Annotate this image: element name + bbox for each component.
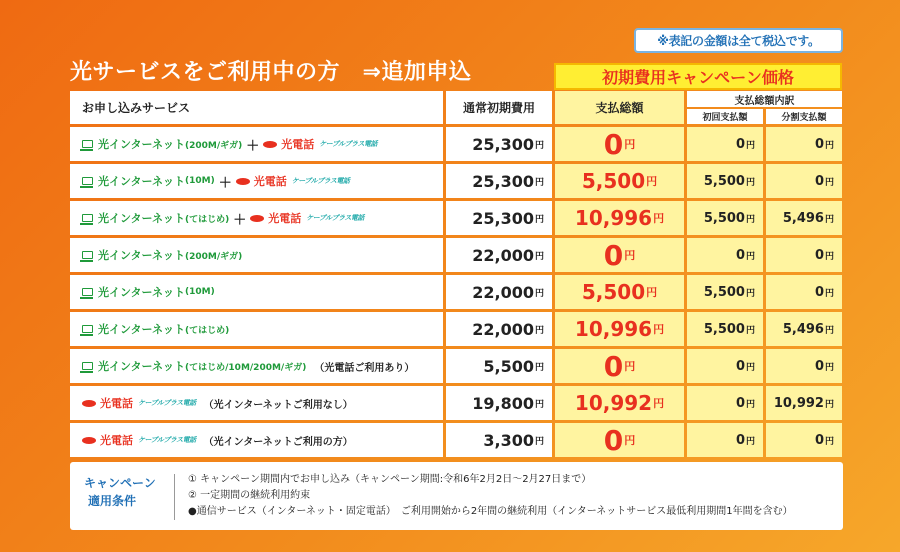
service-cell: [70, 127, 443, 161]
total-value: 5,500: [581, 280, 646, 304]
conditions-label: [84, 474, 164, 510]
total-cell: [555, 275, 684, 309]
first-payment-cell: [687, 127, 763, 161]
first-payment-cell: [687, 201, 763, 235]
yen-unit: 円: [624, 249, 636, 262]
phone-service-name: 光電話: [268, 212, 302, 225]
total-cell: [555, 238, 684, 272]
total-value: 10,992: [574, 391, 653, 415]
yen-unit: 円: [824, 251, 834, 262]
service-cell: [70, 386, 443, 420]
total-value: 5,500: [581, 169, 646, 193]
phone-icon: [82, 437, 96, 444]
first-payment-cell: [687, 312, 763, 346]
split-payment-cell: [766, 312, 842, 346]
total-value: 0: [603, 238, 624, 272]
normal-fee-cell: [446, 423, 552, 457]
normal-fee-value: 25,300: [472, 171, 534, 191]
yen-unit: 円: [534, 177, 544, 188]
conditions-label-line1: キャンペーン: [84, 476, 156, 490]
internet-service-name: 光インターネット: [98, 138, 186, 151]
conditions-lines: [188, 472, 793, 520]
first-payment-value: 5,500: [703, 284, 745, 300]
yen-unit: 円: [824, 325, 834, 336]
split-payment-value: 5,496: [782, 321, 824, 337]
total-cell: [555, 164, 684, 198]
yen-unit: 円: [653, 397, 665, 410]
first-payment-value: 5,500: [703, 321, 745, 337]
total-value: 0: [603, 127, 624, 161]
computer-icon: [82, 362, 93, 370]
first-payment-cell: [687, 238, 763, 272]
total-value: 10,996: [574, 206, 653, 230]
normal-fee-value: 22,000: [472, 282, 534, 302]
split-payment-cell: [766, 127, 842, 161]
split-payment-cell: [766, 238, 842, 272]
total-cell: [555, 349, 684, 383]
phone-icon: [82, 400, 96, 407]
computer-icon: [82, 251, 93, 259]
internet-plan: (10M): [185, 176, 215, 186]
header-total: 支払総額: [555, 91, 684, 124]
campaign-banner: 初期費用キャンペーン価格: [554, 63, 842, 90]
yen-unit: 円: [534, 436, 544, 447]
normal-fee-value: 25,300: [472, 134, 534, 154]
normal-fee-cell: [446, 275, 552, 309]
yen-unit: 円: [745, 251, 755, 262]
normal-fee-value: 19,800: [472, 393, 534, 413]
first-payment-cell: [687, 386, 763, 420]
internet-plan: (てはじめ): [185, 325, 230, 336]
service-cell: [70, 164, 443, 198]
normal-fee-cell: [446, 349, 552, 383]
service-cell: [70, 201, 443, 235]
computer-icon: [82, 140, 93, 148]
total-value: 0: [603, 349, 624, 383]
first-payment-cell: [687, 349, 763, 383]
condition-line-3: ●通信サービス（インターネット・固定電話） ご利用開始から2年間の継続利用（インターネットサービス最低利用期間1年間を含む）: [188, 506, 793, 517]
yen-unit: 円: [624, 138, 636, 151]
split-payment-value: 0: [814, 358, 824, 374]
yen-unit: 円: [824, 362, 834, 373]
cable-plus-label: ケーブルプラス電話: [306, 214, 364, 222]
split-payment-cell: [766, 386, 842, 420]
internet-service-name: 光インターネット: [98, 360, 186, 373]
computer-icon: [82, 288, 93, 296]
normal-fee-cell: [446, 386, 552, 420]
service-note: （光電話ご利用あり）: [314, 362, 415, 374]
normal-fee-value: 25,300: [472, 208, 534, 228]
split-payment-cell: [766, 164, 842, 198]
normal-fee-value: 22,000: [472, 319, 534, 339]
first-payment-value: 0: [735, 395, 745, 411]
first-payment-value: 0: [735, 432, 745, 448]
yen-unit: 円: [534, 251, 544, 262]
service-cell: [70, 423, 443, 457]
internet-plan: (てはじめ/10M/200M/ギガ): [185, 362, 307, 373]
total-cell: [555, 423, 684, 457]
yen-unit: 円: [745, 288, 755, 299]
first-payment-cell: [687, 423, 763, 457]
service-cell: [70, 349, 443, 383]
phone-service-name: 光電話: [281, 138, 315, 151]
yen-unit: 円: [646, 175, 658, 188]
yen-unit: 円: [534, 288, 544, 299]
normal-fee-cell: [446, 312, 552, 346]
header-breakdown: 支払総額内訳: [687, 91, 842, 107]
split-payment-value: 0: [814, 432, 824, 448]
cable-plus-label: ケーブルプラス電話: [138, 399, 196, 407]
first-payment-value: 0: [735, 247, 745, 263]
page-title: 光サービスをご利用中の方 ⇒追加申込: [70, 60, 472, 85]
cable-plus-label: ケーブルプラス電話: [319, 140, 377, 148]
internet-plan: (200M/ギガ): [185, 140, 243, 151]
total-value: 0: [603, 423, 624, 457]
yen-unit: 円: [824, 288, 834, 299]
computer-icon: [82, 177, 93, 185]
split-payment-value: 0: [814, 173, 824, 189]
normal-fee-cell: [446, 127, 552, 161]
yen-unit: 円: [745, 214, 755, 225]
header-first: 初回支払額: [687, 109, 763, 124]
normal-fee-cell: [446, 164, 552, 198]
split-payment-cell: [766, 349, 842, 383]
conditions-label-line2: 適用条件: [88, 494, 137, 508]
yen-unit: 円: [824, 214, 834, 225]
cable-plus-label: ケーブルプラス電話: [291, 177, 350, 185]
plus-sign: ＋: [218, 175, 232, 191]
yen-unit: 円: [534, 140, 544, 151]
phone-service-name: 光電話: [100, 397, 133, 410]
yen-unit: 円: [745, 399, 755, 410]
tax-note: ※表記の金額は全て税込です。: [634, 28, 843, 53]
plus-sign: ＋: [233, 212, 247, 228]
computer-icon: [82, 214, 93, 222]
total-cell: [555, 201, 684, 235]
conditions-divider: [174, 474, 175, 520]
conditions-box: [70, 462, 843, 530]
phone-icon: [263, 141, 277, 148]
normal-fee-value: 22,000: [472, 245, 534, 265]
yen-unit: 円: [534, 214, 544, 225]
split-payment-value: 0: [814, 284, 824, 300]
header-split: 分割支払額: [766, 109, 842, 124]
cable-plus-label: ケーブルプラス電話: [138, 436, 196, 444]
header-normal-fee: 通常初期費用: [446, 91, 552, 124]
split-payment-value: 10,992: [773, 395, 824, 411]
first-payment-cell: [687, 164, 763, 198]
internet-plan: (10M): [185, 287, 215, 297]
yen-unit: 円: [653, 323, 665, 336]
internet-plan: (てはじめ): [185, 214, 230, 225]
total-value: 10,996: [574, 317, 653, 341]
normal-fee-cell: [446, 238, 552, 272]
first-payment-value: 0: [735, 358, 745, 374]
yen-unit: 円: [745, 140, 755, 151]
yen-unit: 円: [534, 325, 544, 336]
yen-unit: 円: [745, 362, 755, 373]
yen-unit: 円: [624, 434, 636, 447]
first-payment-cell: [687, 275, 763, 309]
normal-fee-value: 5,500: [483, 356, 534, 376]
total-cell: [555, 386, 684, 420]
split-payment-value: 0: [814, 247, 824, 263]
normal-fee-cell: [446, 201, 552, 235]
phone-service-name: 光電話: [100, 434, 133, 447]
service-cell: [70, 238, 443, 272]
yen-unit: 円: [624, 360, 636, 373]
internet-service-name: 光インターネット: [98, 175, 186, 188]
yen-unit: 円: [824, 140, 834, 151]
computer-icon: [82, 325, 93, 333]
yen-unit: 円: [824, 436, 834, 447]
split-payment-cell: [766, 275, 842, 309]
yen-unit: 円: [824, 177, 834, 188]
yen-unit: 円: [653, 212, 665, 225]
internet-service-name: 光インターネット: [98, 249, 186, 262]
total-cell: [555, 127, 684, 161]
total-cell: [555, 312, 684, 346]
split-payment-cell: [766, 423, 842, 457]
split-payment-value: 5,496: [782, 210, 824, 226]
plus-sign: ＋: [246, 138, 260, 154]
yen-unit: 円: [824, 399, 834, 410]
condition-line-1: ① キャンペーン期間内でお申し込み（キャンペーン期間:令和6年2月2日～2月27日まで）: [188, 474, 592, 485]
yen-unit: 円: [745, 325, 755, 336]
phone-icon: [250, 215, 264, 222]
condition-line-2: ② 一定期間の継続利用約束: [188, 490, 311, 501]
yen-unit: 円: [745, 177, 755, 188]
yen-unit: 円: [534, 362, 544, 373]
internet-plan: (200M/ギガ): [185, 251, 243, 262]
internet-service-name: 光インターネット: [98, 286, 186, 299]
split-payment-value: 0: [814, 136, 824, 152]
internet-service-name: 光インターネット: [98, 212, 186, 225]
service-cell: [70, 275, 443, 309]
first-payment-value: 5,500: [703, 210, 745, 226]
phone-service-name: 光電話: [253, 175, 287, 188]
service-note: （光インターネットご利用なし）: [203, 399, 353, 411]
first-payment-value: 0: [735, 136, 745, 152]
internet-service-name: 光インターネット: [98, 323, 186, 336]
phone-icon: [236, 178, 250, 185]
first-payment-value: 5,500: [703, 173, 745, 189]
service-note: （光インターネットご利用の方）: [203, 436, 353, 448]
yen-unit: 円: [745, 436, 755, 447]
yen-unit: 円: [646, 286, 658, 299]
service-cell: [70, 312, 443, 346]
split-payment-cell: [766, 201, 842, 235]
normal-fee-value: 3,300: [483, 430, 534, 450]
header-service: お申し込みサービス: [70, 91, 443, 124]
yen-unit: 円: [534, 399, 544, 410]
